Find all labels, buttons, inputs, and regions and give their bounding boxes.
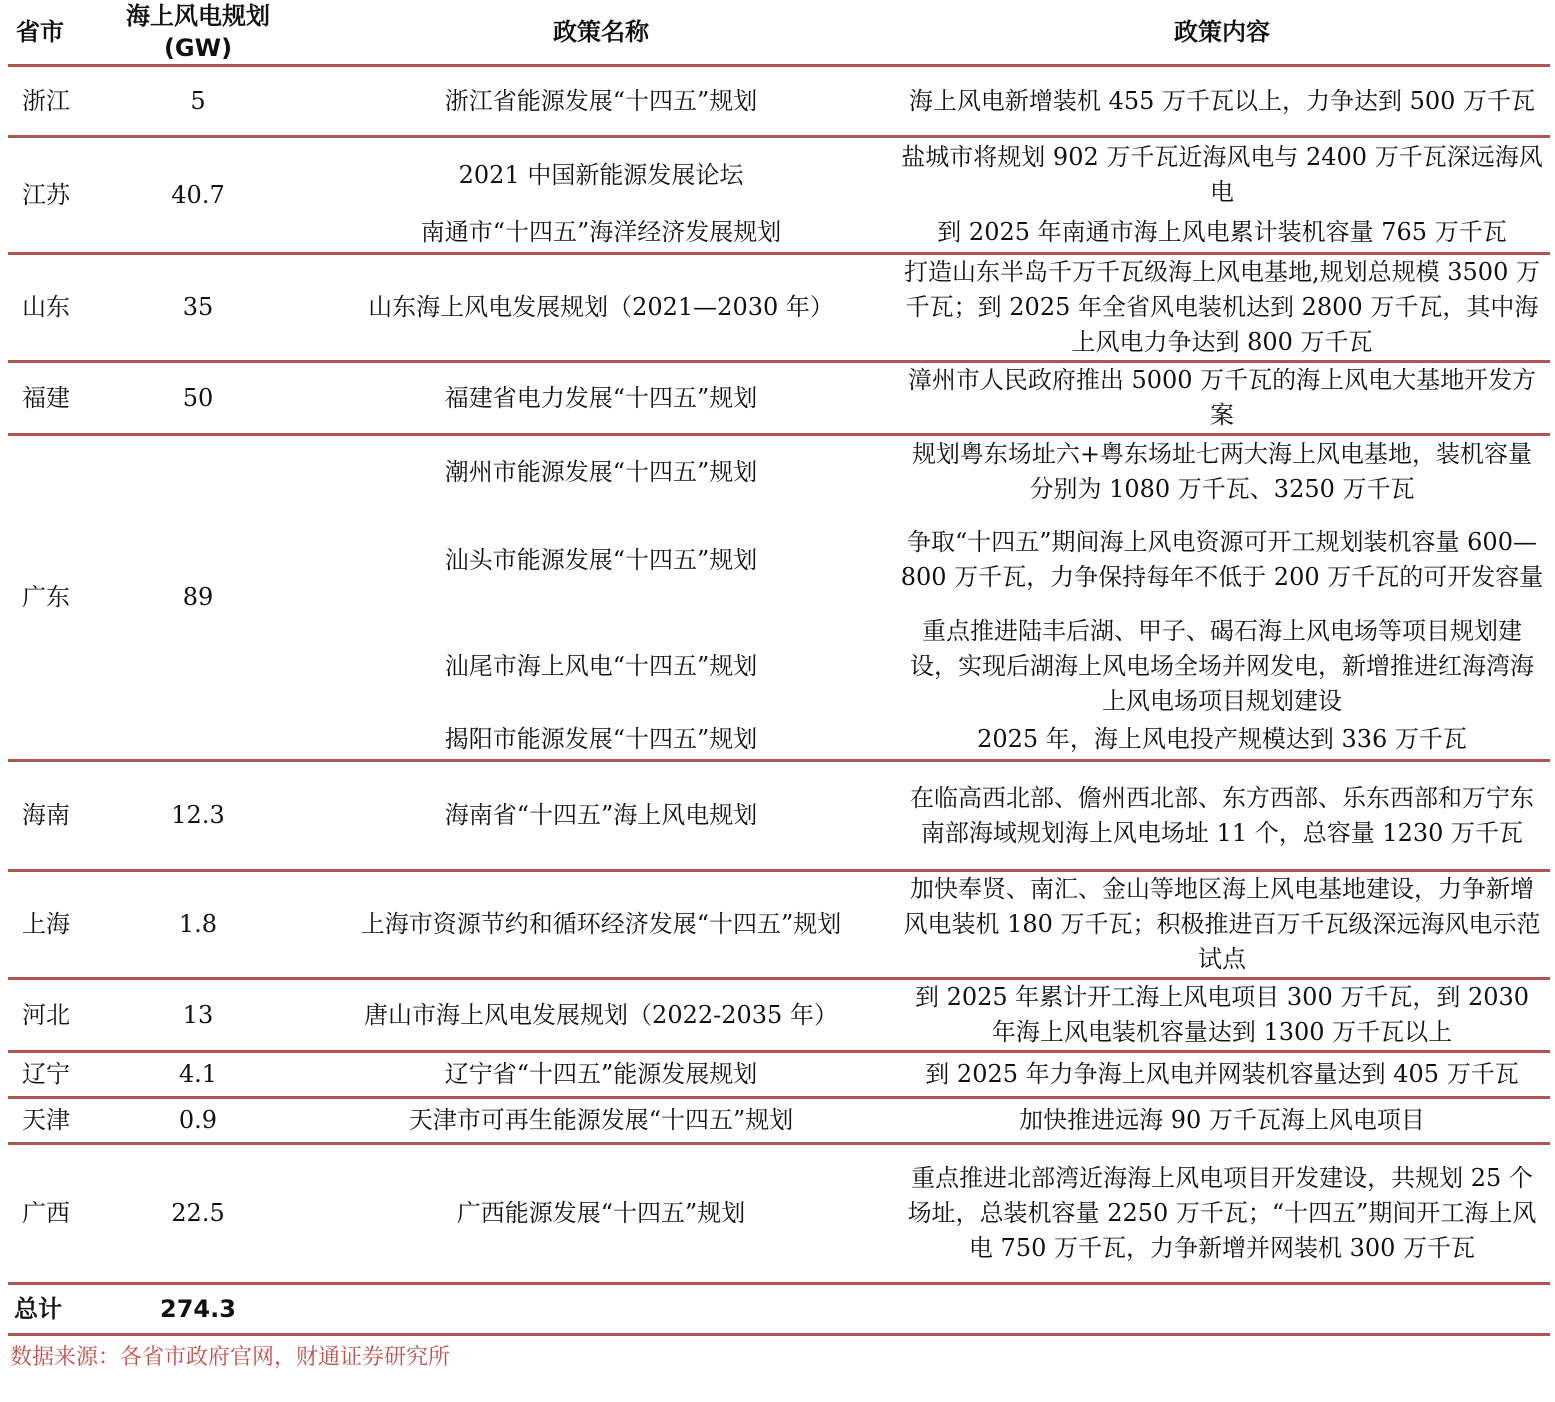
policy-content-cell: 到 2025 年累计开工海上风电项目 300 万千瓦，到 2030 年海上风电装机容量达到 1300 万千瓦以上 [894, 979, 1550, 1052]
total-empty-name [308, 1284, 894, 1335]
gw-cell: 0.9 [88, 1098, 308, 1144]
table-row [8, 362, 1550, 435]
policy-name-cell: 唐山市海上风电发展规划（2022-2035 年） [308, 979, 894, 1052]
gw-cell: 13 [88, 979, 308, 1052]
gw-cell: 5 [88, 66, 308, 137]
province-cell: 天津 [8, 1098, 88, 1144]
policy-content-cell: 重点推进北部湾近海海上风电项目开发建设，共规划 25 个场址，总装机容量 2250 万千瓦；“十四五”期间开工海上风电 750 万千瓦，力争新增并网装机 300 万千瓦 [894, 1144, 1550, 1284]
gw-cell: 1.8 [88, 871, 308, 979]
policy-name-cell: 南通市“十四五”海洋经济发展规划 [420, 217, 782, 246]
policy-content-cell: 漳州市人民政府推出 5000 万千瓦的海上风电大基地开发方案 [894, 362, 1550, 435]
gw-cell: 22.5 [88, 1144, 308, 1284]
policy-content-cell: 海上风电新增装机 455 万千瓦以上，力争达到 500 万千瓦 [894, 66, 1550, 137]
total-empty-content [894, 1284, 1550, 1335]
province-cell: 辽宁 [8, 1052, 88, 1098]
policy-content-cell: 重点推进陆丰后湖、甲子、碣石海上风电场等项目规划建设，实现后湖海上风电场全场并网发电，新增推进红海湾海上风电场项目规划建设 [910, 616, 1534, 715]
header-province: 省市 [16, 18, 64, 46]
policy-content-cell: 争取“十四五”期间海上风电资源可开工规划装机容量 600—800 万千瓦，力争保持每年不低于 200 万千瓦的可开发容量 [900, 528, 1544, 591]
header-policy-content: 政策内容 [1174, 18, 1270, 46]
header-gw-line1: 海上风电规划 [126, 2, 270, 30]
gw-cell: 4.1 [88, 1052, 308, 1098]
gw-cell: 50 [88, 362, 308, 435]
policy-content-cell: 规划粤东场址六+粤东场址七两大海上风电基地，装机容量分别为 1080 万千瓦、3250 万千瓦 [894, 435, 1550, 509]
gw-cell: 35 [88, 254, 308, 362]
policy-name-cell: 山东海上风电发展规划（2021—2030 年） [308, 254, 894, 362]
policy-name-cell: 上海市资源节约和循环经济发展“十四五”规划 [308, 871, 894, 979]
policy-content-cell: 到 2025 年力争海上风电并网装机容量达到 405 万千瓦 [894, 1052, 1550, 1098]
policy-content-cell: 打造山东半岛千万千瓦级海上风电基地,规划总规模 3500 万千瓦；到 2025 年全省风电装机达到 2800 万千瓦，其中海上风电力争达到 800 万千瓦 [894, 254, 1550, 362]
policy-content-cell: 在临高西北部、儋州西北部、东方西部、乐东西部和万宁东南部海域规划海上风电场址 11 个，总容量 1230 万千瓦 [894, 761, 1550, 871]
table-row [8, 1098, 1550, 1144]
table-row [8, 254, 1550, 362]
gw-cell: 40.7 [88, 137, 308, 254]
policy-name-cell: 2021 中国新能源发展论坛 [308, 137, 894, 213]
total-gw: 274.3 [88, 1284, 308, 1335]
province-cell: 广东 [8, 435, 88, 761]
table-row [8, 1052, 1550, 1098]
province-cell: 江苏 [8, 137, 88, 254]
policy-name-cell: 辽宁省“十四五”能源发展规划 [308, 1052, 894, 1098]
policy-name-cell: 潮州市能源发展“十四五”规划 [308, 435, 894, 509]
province-cell: 浙江 [8, 66, 88, 137]
source-note: 数据来源：各省市政府官网，财通证券研究所 [10, 1345, 451, 1370]
table-row [8, 435, 1550, 509]
table-header-row [8, 0, 1550, 66]
province-cell: 海南 [8, 761, 88, 871]
policy-name-cell: 天津市可再生能源发展“十四五”规划 [308, 1098, 894, 1144]
table-row [8, 979, 1550, 1052]
policy-table-container [8, 0, 1550, 1336]
header-policy-name: 政策名称 [553, 18, 649, 46]
table-row [8, 871, 1550, 979]
gw-cell: 12.3 [88, 761, 308, 871]
policy-content-cell: 到 2025 年南通市海上风电累计装机容量 765 万千瓦 [937, 217, 1507, 246]
policy-name-cell: 福建省电力发展“十四五”规划 [308, 362, 894, 435]
total-label: 总计 [8, 1284, 88, 1335]
policy-name-cell: 汕头市能源发展“十四五”规划 [444, 545, 758, 574]
policy-content-cell: 加快奉贤、南汇、金山等地区海上风电基地建设，力争新增风电装机 180 万千瓦；积极推进百万千瓦级深远海风电示范试点 [894, 871, 1550, 979]
gw-cell: 89 [88, 435, 308, 761]
policy-content-cell: 2025 年，海上风电投产规模达到 336 万千瓦 [977, 725, 1467, 754]
policy-content-cell: 盐城市将规划 902 万千瓦近海风电与 2400 万千瓦深远海风电 [894, 137, 1550, 213]
table-row [8, 137, 1550, 213]
header-gw [88, 0, 308, 66]
province-cell: 上海 [8, 871, 88, 979]
province-cell: 广西 [8, 1144, 88, 1284]
province-cell: 山东 [8, 254, 88, 362]
policy-name-cell: 揭阳市能源发展“十四五”规划 [444, 725, 758, 754]
policy-name-cell: 海南省“十四五”海上风电规划 [308, 761, 894, 871]
province-cell: 福建 [8, 362, 88, 435]
offshore-wind-policy-table [8, 0, 1550, 1336]
policy-name-cell: 汕尾市海上风电“十四五”规划 [444, 651, 758, 680]
province-cell: 河北 [8, 979, 88, 1052]
table-body [8, 66, 1550, 1335]
policy-content-cell: 加快推进远海 90 万千瓦海上风电项目 [894, 1098, 1550, 1144]
policy-name-cell: 浙江省能源发展“十四五”规划 [308, 66, 894, 137]
total-row [8, 1284, 1550, 1335]
table-row [8, 1144, 1550, 1284]
policy-name-cell: 广西能源发展“十四五”规划 [308, 1144, 894, 1284]
table-row [8, 761, 1550, 871]
header-gw-line2: (GW) [163, 34, 233, 62]
table-row [8, 66, 1550, 137]
